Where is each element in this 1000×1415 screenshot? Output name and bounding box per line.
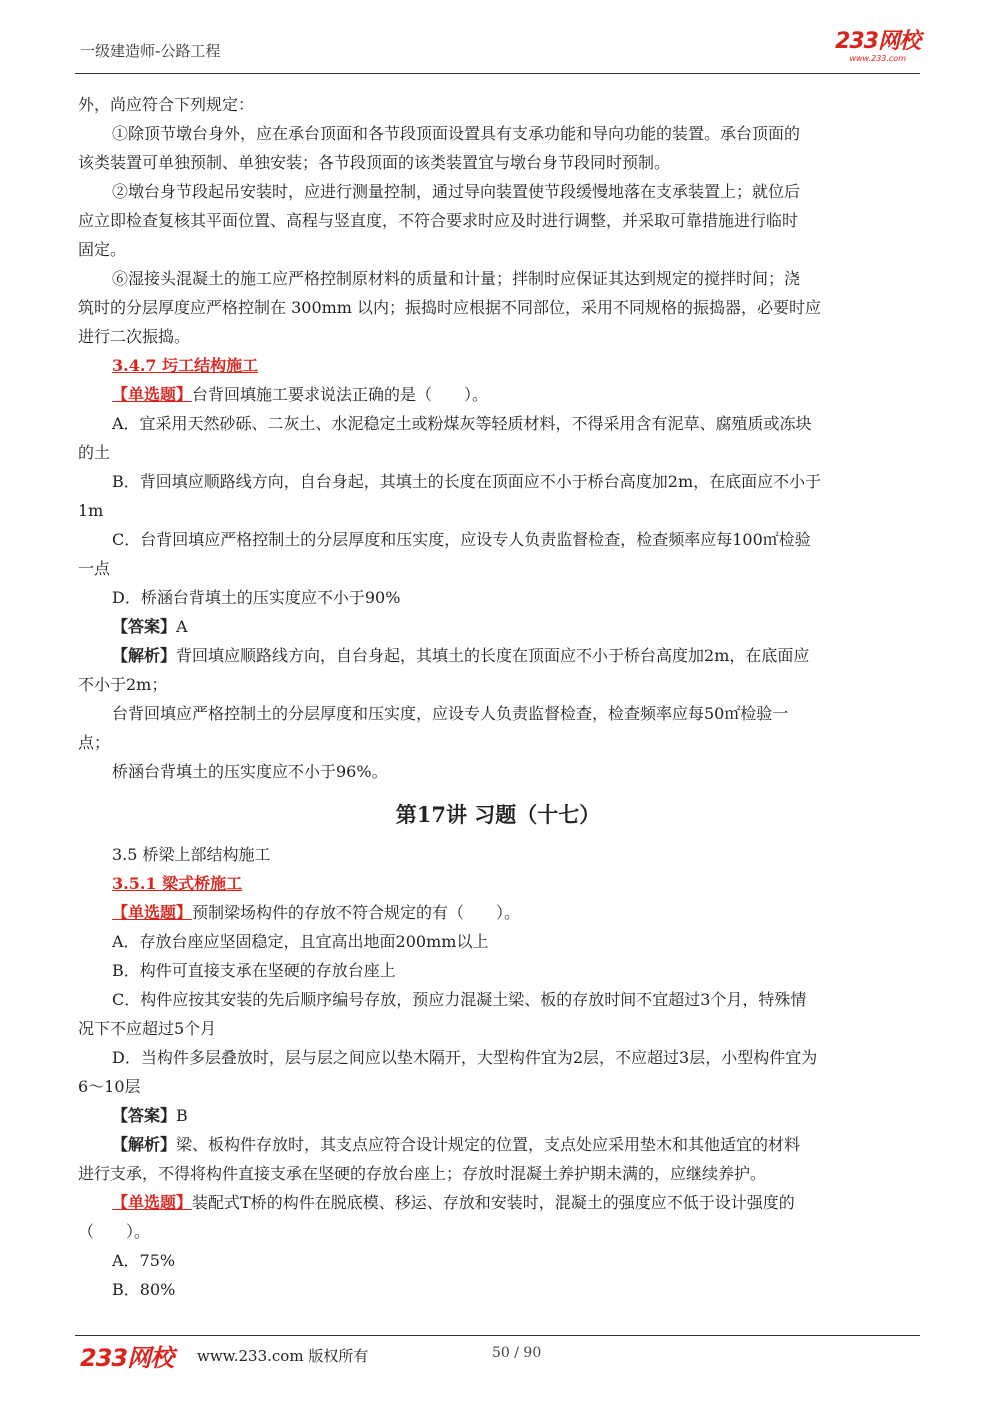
answer [78,612,918,641]
explanation [78,1130,918,1159]
answer-label: 【答案】 [112,1106,177,1125]
option-b: B．构件可直接支承在坚硬的存放台座上 [112,961,396,980]
paragraph: 筑时的分层厚度应严格控制在 300mm 以内；振捣时应根据不同部位，采用不同规格的振捣器，必要时应 [78,298,822,317]
explanation-cont: 进行支承，不得将构件直接支承在坚硬的存放台座上；存放时混凝土养护期未满的，应继续养护。 [78,1164,767,1183]
lecture-title: 第17讲 习题（十七） [395,802,601,827]
paragraph: 进行二次振捣。 [78,327,191,346]
question-text: 装配式T桥的构件在脱底模、移运、存放和安装时，混凝土的强度应不低于设计强度的 [192,1193,795,1212]
explanation-cont: 点； [78,733,111,752]
answer [78,1101,918,1130]
option-a: A．宜采用天然砂砾、二灰土、水泥稳定土或粉煤灰等轻质材料，不得采用含有泥草、腐殖质或冻块 [112,414,812,433]
section-heading-plain: 3.5 桥梁上部结构施工 [112,845,271,864]
option-d: D．桥涵台背填土的压实度应不小于90% [112,588,401,607]
question-text-cont: （ ）。 [78,1222,151,1241]
answer-value: B [176,1106,188,1125]
question-stem [78,898,918,927]
paragraph: ②墩台身节段起吊安装时，应进行测量控制，通过导向装置使节段缓慢地落在支承装置上；就位后 [112,182,801,201]
question-stem [78,380,918,409]
explanation-label: 【解析】 [112,646,177,665]
paragraph: ①除顶节墩台身外，应在承台顶面和各节段顶面设置具有支承功能和导向功能的装置。承台顶面的 [112,124,801,143]
option-c: C．台背回填应严格控制土的分层厚度和压实度，应设专人负责监督检查，检查频率应每100㎡检验 [112,530,811,549]
document-body [78,90,918,1304]
explanation-text: 背回填应顺路线方向，自台身起，其填土的长度在顶面应不小于桥台高度加2m，在底面应 [176,646,810,665]
explanation [78,641,918,670]
footer-copyright: www.233.com 版权所有 [197,1347,369,1365]
brand-logo [835,30,920,64]
section-heading[interactable]: 3.4.7 圬工结构施工 [112,356,259,375]
question-text: 预制梁场构件的存放不符合规定的有（ ）。 [192,903,521,922]
question-type-tag[interactable]: 【单选题】 [112,1193,193,1212]
paragraph: 应立即检查复核其平面位置、高程与竖直度，不符合要求时应及时进行调整，并采取可靠措施进行临时 [78,211,799,230]
option-b: B．背回填应顺路线方向，自台身起，其填土的长度在顶面应不小于桥台高度加2m，在底面应不小于 [112,472,822,491]
option-b-cont: 1m [78,501,104,520]
question-type-tag[interactable]: 【单选题】 [112,903,193,922]
option-a: A．75% [112,1251,176,1270]
page-number: 50 / 90 [492,1345,542,1361]
explanation-cont: 台背回填应严格控制土的分层厚度和压实度，应设专人负责监督检查，检查频率应每50㎡检验一 [112,704,789,723]
paragraph: 外，尚应符合下列规定： [78,95,255,114]
page-header [75,30,920,74]
doc-title: 一级建造师-公路工程 [80,42,221,60]
answer-value: A [176,617,188,636]
paragraph: ⑥湿接头混凝土的施工应严格控制原材料的质量和计量；拌制时应保证其达到规定的搅拌时间；浇 [112,269,801,288]
footer-divider [75,1335,920,1336]
option-d-cont: 6～10层 [78,1077,141,1096]
option-a: A．存放台座应坚固稳定，且宜高出地面200mm以上 [112,932,489,951]
option-a-cont: 的土 [78,443,111,462]
question-type-tag[interactable]: 【单选题】 [112,385,193,404]
option-b: B．80% [112,1280,176,1299]
paragraph: 该类装置可单独预制、单独安装；各节段顶面的该类装置宜与墩台身节段同时预制。 [78,153,671,172]
logo-text: 233网校 [835,29,920,54]
question-text: 台背回填施工要求说法正确的是（ ）。 [192,385,489,404]
question-stem [78,1188,918,1217]
option-c: C．构件应按其安装的先后顺序编号存放，预应力混凝土梁、板的存放时间不宜超过3个月，特殊情 [112,990,807,1009]
explanation-text: 梁、板构件存放时，其支点应符合设计规定的位置，支点处应采用垫木和其他适宜的材料 [176,1135,801,1154]
option-c-cont: 一点 [78,559,111,578]
header-divider [75,73,920,74]
paragraph: 固定。 [78,240,127,259]
option-c-cont: 况下不应超过5个月 [78,1019,217,1038]
explanation-cont: 不小于2m； [78,675,168,694]
answer-label: 【答案】 [112,617,177,636]
explanation-label: 【解析】 [112,1135,177,1154]
logo-url: www.233.com [849,54,906,63]
option-d: D．当构件多层叠放时，层与层之间应以垫木隔开，大型构件宜为2层，不应超过3层，小型构件宜为 [112,1048,818,1067]
footer-logo: 233网校 [80,1344,174,1372]
section-heading[interactable]: 3.5.1 梁式桥施工 [112,874,243,893]
explanation-cont: 桥涵台背填土的压实度应不小于96%。 [112,762,388,781]
